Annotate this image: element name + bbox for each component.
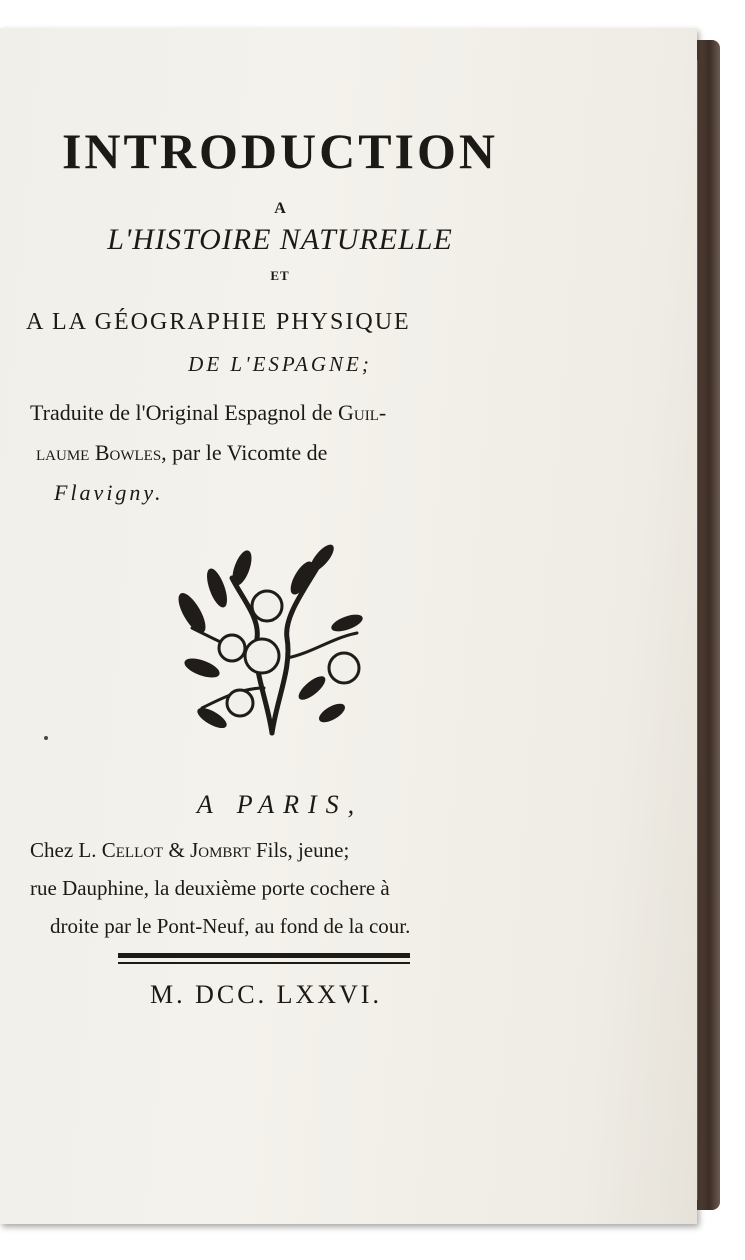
translation-line-2 [36,440,536,466]
connector-a: A [274,200,286,217]
publisher-jombrt: Jombrt [190,838,251,862]
publication-date: M. DCC. LXXVI. [150,980,382,1009]
subject-geography: A LA GÉOGRAPHIE PHYSIQUE [26,309,411,335]
imprint-and: & [163,838,191,862]
subject-natural-history: L'HISTOIRE NATURELLE [107,223,453,256]
book-title: INTRODUCTION [61,123,499,179]
ink-speck [44,736,48,740]
imprint-line-2: rue Dauphine, la deuxième porte cochere à [30,876,390,900]
title-page [0,28,697,1224]
fruit-branch-icon [172,538,372,738]
translator-name: Flavigny. [54,480,164,505]
imprint-fils: Fils, jeune; [250,838,350,862]
imprint-line-3: droite par le Pont-Neuf, au fond de la cour. [50,914,411,938]
translation-line-1 [30,400,530,426]
translator-text: , par le Vicomte de [161,440,328,465]
subject-spain: DE L'ESPAGNE; [188,352,372,376]
translation-text: Traduite de l'Original Espagnol de [30,400,339,425]
publisher-cellot: Cellot [101,838,164,862]
imprint-place: A PARIS, [196,790,364,819]
connector-et: ET [270,268,290,283]
author-first-name-part: Guil- [338,400,387,425]
author-name: laume Bowles [36,440,162,465]
imprint-chez: Chez L. [30,838,102,862]
double-rule-thin [118,962,410,964]
double-rule-thick [118,953,410,958]
imprint-line-1 [30,838,349,863]
